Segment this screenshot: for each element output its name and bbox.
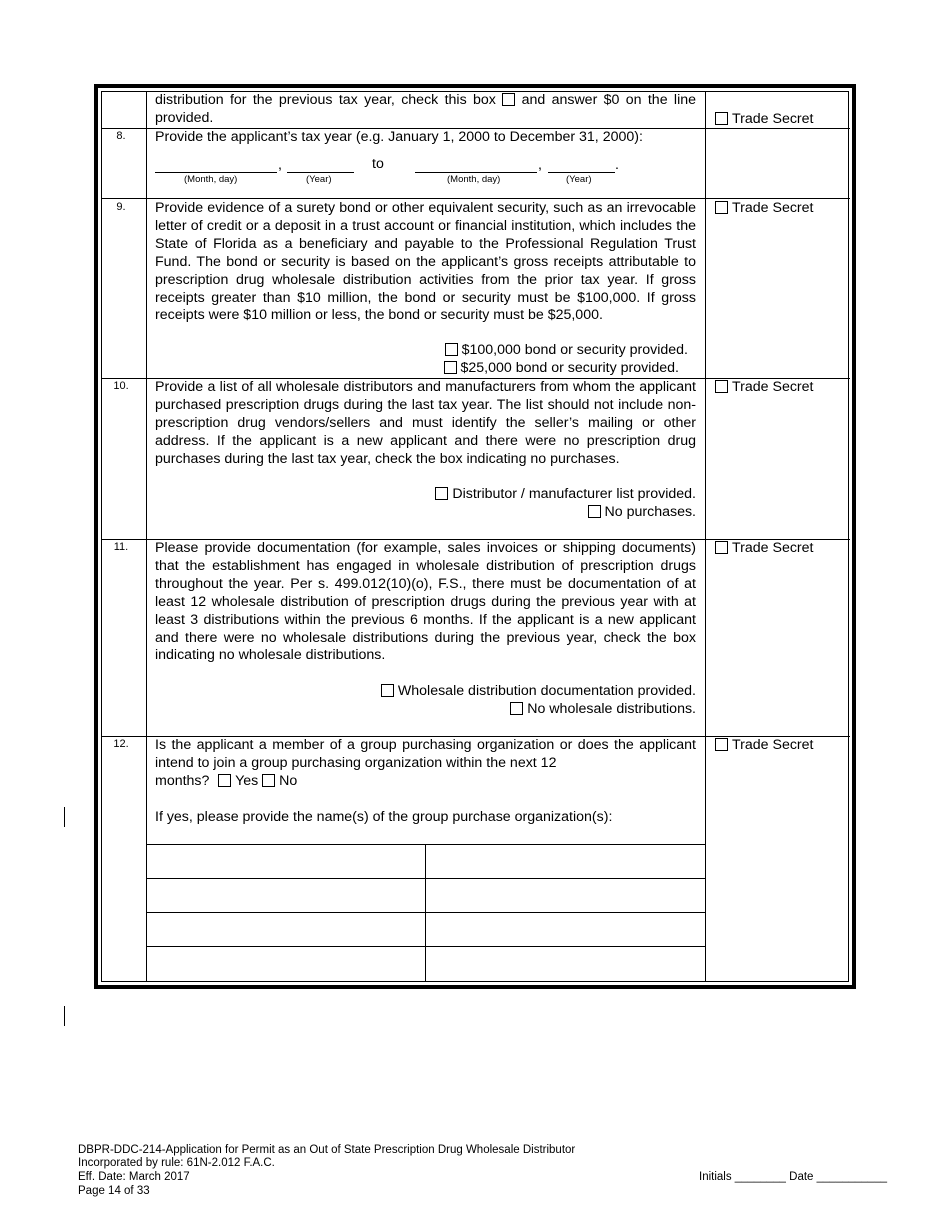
footer-form-id: DBPR-DDC-214-Application for Permit as an Out of State Prescription Drug Wholesale Distributor — [78, 1144, 576, 1156]
trade-secret-column-divider — [705, 91, 706, 982]
gpo-name-cell-4a[interactable] — [147, 947, 424, 981]
gpo-name-cell-2a[interactable] — [147, 879, 424, 911]
row-number-10: 10. — [113, 380, 129, 392]
row-divider-9 — [101, 198, 850, 199]
label-year-2: (Year) — [566, 174, 592, 185]
gpo-name-cell-3b[interactable] — [426, 913, 704, 945]
margin-change-bar-2 — [64, 1006, 65, 1026]
gpo-name-cell-3a[interactable] — [147, 913, 424, 945]
row11-option-2 — [510, 701, 696, 719]
gpo-name-cell-2b[interactable] — [426, 879, 704, 911]
tax-year-end-year-field[interactable] — [548, 172, 615, 173]
row9-option-2 — [444, 360, 679, 378]
margin-change-bar-1 — [64, 807, 65, 827]
row10-question: Provide a list of all wholesale distributors and manufacturers from whom the applicant purchased prescription drugs during the last tax year. The list should not include non-prescription drug vendors/sellers and must identify the seller’s mailing or other address. If the applicant is a new applicant and there were no prescription drug purchases during the last tax year, check the box indicating no purchases. — [155, 379, 696, 467]
row10-option-2 — [588, 504, 696, 522]
wholesale-documentation-checkbox[interactable] — [381, 684, 394, 697]
months-label: months? — [155, 773, 210, 789]
footer-page-number: Page 14 of 33 — [78, 1185, 150, 1197]
label-year-1: (Year) — [306, 174, 332, 185]
row-top-text-end: and answer $0 on the line provided. — [155, 92, 696, 126]
footer-rule: Incorporated by rule: 61N-2.012 F.A.C. — [78, 1157, 275, 1169]
trade-secret-10 — [715, 379, 813, 397]
trade-secret-label-11: Trade Secret — [732, 540, 814, 556]
bond-25000-checkbox[interactable] — [444, 361, 457, 374]
trade-secret-label-10: Trade Secret — [732, 379, 814, 395]
tax-year-start-year-field[interactable] — [287, 172, 354, 173]
row12-question: Is the applicant a member of a group purchasing organization or does the applicant intend to join a group purchasing organization within the next 12 — [155, 737, 696, 771]
gpo-no-label: No — [279, 773, 298, 789]
row12-months-line — [155, 773, 297, 791]
gpo-yes-label: Yes — [235, 773, 259, 789]
row9-option-1 — [445, 342, 688, 360]
row10-option-1 — [435, 486, 696, 504]
gpo-name-cell-4b[interactable] — [426, 947, 704, 981]
row-top-text-start: distribution for the previous tax year, check this box — [155, 92, 496, 108]
no-wholesale-checkbox[interactable] — [510, 702, 523, 715]
distributor-list-label: Distributor / manufacturer list provided. — [452, 486, 696, 502]
no-purchases-checkbox[interactable] — [588, 505, 601, 518]
row12-followup: If yes, please provide the name(s) of the group purchase organization(s): — [155, 809, 613, 825]
trade-secret-checkbox-10[interactable] — [715, 380, 728, 393]
row11-option-1 — [381, 683, 696, 701]
trade-secret-checkbox-top[interactable] — [715, 112, 728, 125]
bond-100000-checkbox[interactable] — [445, 343, 458, 356]
label-month-day-2: (Month, day) — [447, 174, 501, 185]
row-number-11: 11. — [113, 541, 129, 553]
tax-year-start-month-day-field[interactable] — [155, 172, 277, 173]
row11-question: Please provide documentation (for example, sales invoices or shipping documents) that the establishment has engaged in wholesale distribution of prescription drugs throughout the year. Per s. 499.012(10)(o), F.S., there must be documentation of at least 12 wholesale distribution of prescription drugs during the previous year with at least 3 distributions within the previous 6 months. If the applicant is a new applicant and there were no wholesale distributions during the previous year, check the box indicating no wholesale distributions. — [155, 540, 696, 664]
row8-question: Provide the applicant’s tax year (e.g. January 1, 2000 to December 31, 2000): — [155, 129, 643, 145]
comma-2: , — [538, 157, 542, 173]
row-number-9: 9. — [116, 201, 126, 213]
comma-1: , — [278, 157, 282, 173]
bond-100000-label: $100,000 bond or security provided. — [461, 342, 688, 358]
gpo-yes-checkbox[interactable] — [218, 774, 231, 787]
footer-eff-date: Eff. Date: March 2017 — [78, 1171, 190, 1183]
label-month-day-1: (Month, day) — [184, 174, 238, 185]
wholesale-documentation-label: Wholesale distribution documentation provided. — [397, 683, 696, 699]
trade-secret-label-top: Trade Secret — [732, 111, 814, 127]
period: . — [615, 157, 619, 173]
trade-secret-label-9: Trade Secret — [732, 200, 814, 216]
zero-receipts-checkbox[interactable] — [502, 93, 515, 106]
trade-secret-9 — [715, 200, 813, 218]
trade-secret-checkbox-11[interactable] — [715, 541, 728, 554]
footer-initials-date: Initials ________ Date ___________ — [699, 1171, 887, 1183]
row-top-text — [155, 92, 696, 128]
row-number-12: 12. — [113, 738, 129, 750]
gpo-name-cell-1b[interactable] — [426, 845, 704, 877]
bond-25000-label: $25,000 bond or security provided. — [460, 360, 679, 376]
no-wholesale-label: No wholesale distributions. — [527, 701, 696, 717]
tax-year-end-month-day-field[interactable] — [415, 172, 537, 173]
to-label: to — [372, 156, 384, 172]
no-purchases-label: No purchases. — [604, 504, 696, 520]
trade-secret-11 — [715, 540, 813, 558]
trade-secret-checkbox-12[interactable] — [715, 738, 728, 751]
trade-secret-top — [715, 111, 813, 129]
gpo-name-cell-1a[interactable] — [147, 845, 424, 877]
trade-secret-12 — [715, 737, 813, 755]
distributor-list-checkbox[interactable] — [435, 487, 448, 500]
trade-secret-checkbox-9[interactable] — [715, 201, 728, 214]
row9-question: Provide evidence of a surety bond or other equivalent security, such as an irrevocable letter of credit or a deposit in a trust account or financial institution, which includes the State of Florida as a beneficiary and payable to the Professional Regulation Trust Fund. The bond or security is based on the applicant’s gross receipts attributable to prescription drug wholesale distribution activities from the prior tax year. If gross receipts greater than $10 million, the bond or security must be $100,000. If gross receipts were $10 million or less, the bond or security must be $25,000. — [155, 200, 696, 324]
row-number-8: 8. — [116, 130, 126, 142]
gpo-no-checkbox[interactable] — [262, 774, 275, 787]
trade-secret-label-12: Trade Secret — [732, 737, 814, 753]
